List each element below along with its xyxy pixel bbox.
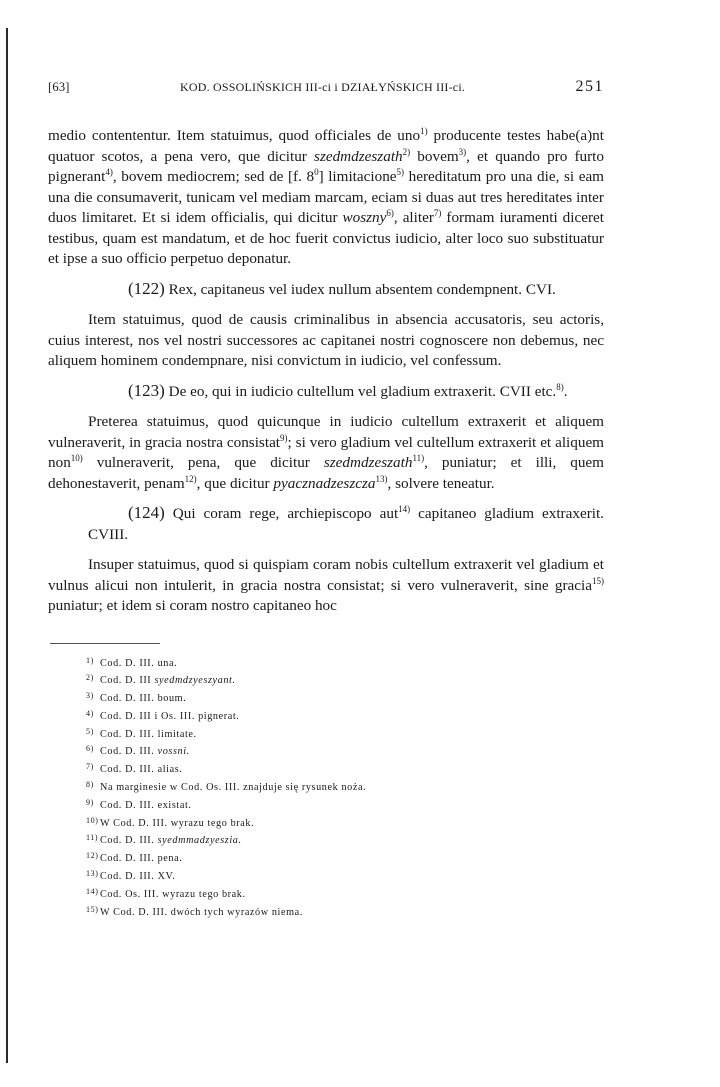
text-run: , solvere teneatur. <box>387 474 495 492</box>
footnote-ref[interactable]: 7) <box>433 208 442 218</box>
footnote-mark: 4) <box>86 708 94 718</box>
paragraph-2: Item statuimus, quod de causis criminalibus in absencia accusatoris, seu actoris, cuius interest, nos vel nostri successores ac capitanei nostri cognoscere non debemus, nec aliquem hominem condempnare, nisi convictum in iudicio, vel confessum. <box>48 311 604 369</box>
article-title-tail: capitaneo gladium extraxerit. CVIII. <box>88 505 604 543</box>
footnote-text: W Cod. D. III. dwóch tych wyrazów niema. <box>100 906 303 918</box>
footnote-divider <box>50 643 160 644</box>
article-heading-123 <box>48 381 604 403</box>
text-run: producente testes habe(a)nt quatuor scotos, a pena vero, que dicitur <box>48 127 604 165</box>
footnote-mark: 7) <box>86 762 94 772</box>
folio-superscript: 0 <box>314 167 319 177</box>
footnote-text: Cod. D. III. <box>100 835 158 847</box>
footnote-text: W Cod. D. III. wyrazu tego brak. <box>100 817 255 829</box>
footnote-mark: 3) <box>86 691 94 701</box>
footnote-text: Cod. D. III. limitate. <box>100 728 197 740</box>
footnote-variant: vossni. <box>157 746 190 758</box>
paragraph-1 <box>48 126 604 270</box>
footnote <box>86 831 604 849</box>
body-text <box>48 126 604 617</box>
text-run: , aliter <box>393 209 434 226</box>
article-number: (124) <box>128 503 165 522</box>
article-title: Rex, capitaneus vel iudex nullum absentem condempnent. CVI. <box>164 280 556 298</box>
book-page <box>48 78 604 920</box>
footnote-text: Cod. D. III. boum. <box>100 693 187 705</box>
footnote <box>86 654 604 672</box>
footnote-ref[interactable]: 3) <box>458 146 467 157</box>
footnote-mark: 5) <box>86 726 94 736</box>
footnote-mark: 13) <box>86 869 99 879</box>
footnote-text: Cod. D. III i Os. III. pignerat. <box>100 710 240 722</box>
footnote-ref[interactable]: 12) <box>184 473 197 484</box>
footnote-ref[interactable]: 14) <box>398 504 411 514</box>
text-run: Insuper statuimus, quod si quispiam coram nobis cultellum extraxerit vel gladium et vulnus alicui non intulerit, in gracia nostra consistat; si vero vulneraverit, sine gracia <box>48 556 604 594</box>
text-run: hereditatum pro una die, si eam una die consumaverit, tunicam vel mediam marcam, eciam si duas aut tres hereditates inter duos limitaret. Et si idem officialis, qui dicitur <box>48 168 604 226</box>
footnote <box>86 885 604 903</box>
footnote-mark: 10) <box>86 815 99 825</box>
footnote-ref[interactable]: 15) <box>592 575 604 586</box>
footnote-text: Cod. Os. III. wyrazu tego brak. <box>100 888 246 900</box>
footnote-text: Cod. D. III. una. <box>100 657 178 669</box>
text-run: bovem <box>410 147 459 165</box>
footnote-mark: 9) <box>86 797 94 807</box>
text-run: medio contententur. Item statuimus, quod officiales de uno <box>48 127 421 144</box>
footnote-ref[interactable]: 9) <box>280 432 288 443</box>
footnote-text: Cod. D. III. alias. <box>100 764 183 776</box>
text-run: ] limitacione <box>318 168 397 185</box>
footnote <box>86 671 604 689</box>
text-run: formam iuramenti diceret testibus, quam est mandatum, et de hoc fuerit convictus iudicio, alter loco suo substituatur et ipse a suo officio perpetuo deponatur. <box>48 209 604 267</box>
footnote-mark: 15) <box>86 904 99 914</box>
text-run: vulneraverit, pena, que dicitur <box>82 454 324 471</box>
footnote-text: Cod. D. III. existat. <box>100 799 192 811</box>
footnote-text: Cod. D. III. pena. <box>100 853 183 865</box>
footnote-ref[interactable]: 10) <box>70 453 83 463</box>
footnote <box>86 760 604 778</box>
text-run: , puniatur; et illi, quem dehonestaverit, penam <box>48 454 604 492</box>
vernacular-term: szedmdzeszath <box>314 147 403 165</box>
footnote-ref[interactable]: 6) <box>386 208 394 218</box>
vernacular-term: szedmdzeszath <box>323 454 413 471</box>
article-heading-124 <box>48 503 604 545</box>
footnote-variant: syedmmadzyeszia. <box>157 835 242 847</box>
footnote <box>86 689 604 707</box>
footnote-ref[interactable]: 2) <box>402 146 411 157</box>
page-number: 251 <box>575 78 604 95</box>
text-run: , que dicitur <box>196 474 274 492</box>
footnotes-list <box>48 654 604 921</box>
running-title: KOD. OSSOLIŃSKICH III-ci i DZIAŁYŃSKICH III-ci. <box>180 80 466 94</box>
footnote-mark: 6) <box>86 744 94 754</box>
article-title: De eo, qui in iudicio cultellum vel gladium extraxerit. CVII etc. <box>164 382 557 400</box>
running-head <box>48 78 604 96</box>
footnote-ref[interactable]: 11) <box>412 453 425 463</box>
footnote-ref[interactable]: 8) <box>556 381 564 392</box>
footnote-text: Na marginesie w Cod. Os. III. znajduje się rysunek noża. <box>100 782 367 794</box>
page-binding-edge <box>6 28 8 1063</box>
article-title: Qui coram rege, archiepiscopo aut <box>164 505 399 522</box>
footnote-mark: 12) <box>86 851 99 861</box>
text-run: puniatur; et idem si coram nostro capitaneo hoc <box>48 597 337 614</box>
footnote-mark: 14) <box>86 886 99 896</box>
footnote-ref[interactable]: 1) <box>420 126 428 136</box>
footnote <box>86 849 604 867</box>
footnote-mark: 11) <box>86 833 99 843</box>
footnote <box>86 867 604 885</box>
footnote <box>86 796 604 814</box>
footnote-text: Cod. D. III <box>100 675 155 687</box>
footnote-mark: 1) <box>86 655 94 665</box>
footnote-mark: 8) <box>86 780 94 790</box>
paragraph-4 <box>48 555 604 617</box>
footnote <box>86 742 604 760</box>
footnote <box>86 814 604 832</box>
vernacular-term: woszny <box>342 209 387 226</box>
footnote-text: Cod. D. III. <box>100 746 158 758</box>
footnote <box>86 707 604 725</box>
text-run: , bovem mediocrem; sed de [f. 8 <box>112 168 315 185</box>
text-run: ; si vero gladium vel cultellum extraxerit et aliquem non <box>48 433 604 471</box>
text-run: , et quando pro furto pignerant <box>48 147 604 185</box>
footnote <box>86 903 604 921</box>
footnote-ref[interactable]: 13) <box>375 473 388 484</box>
article-number: (122) <box>128 278 165 298</box>
footnote-mark: 2) <box>86 673 94 683</box>
article-heading-122 <box>48 279 604 301</box>
article-title-tail: . <box>563 382 568 400</box>
paragraph-3 <box>48 412 604 494</box>
footnote <box>86 725 604 743</box>
footnote-ref[interactable]: 5) <box>396 167 405 177</box>
folio-number: [63] <box>48 80 70 94</box>
footnote-variant: syedmdzyeszyant. <box>154 675 236 687</box>
article-number: (123) <box>128 380 165 400</box>
footnote-ref[interactable]: 4) <box>105 167 113 177</box>
footnote <box>86 778 604 796</box>
footnote-text: Cod. D. III. XV. <box>100 871 176 883</box>
vernacular-term: pyacznadzeszcza <box>273 474 376 492</box>
text-run: Preterea statuimus, quod quicunque in iudicio cultellum extraxerit et aliquem vulneraverit, in gracia nostra consistat <box>48 413 604 451</box>
